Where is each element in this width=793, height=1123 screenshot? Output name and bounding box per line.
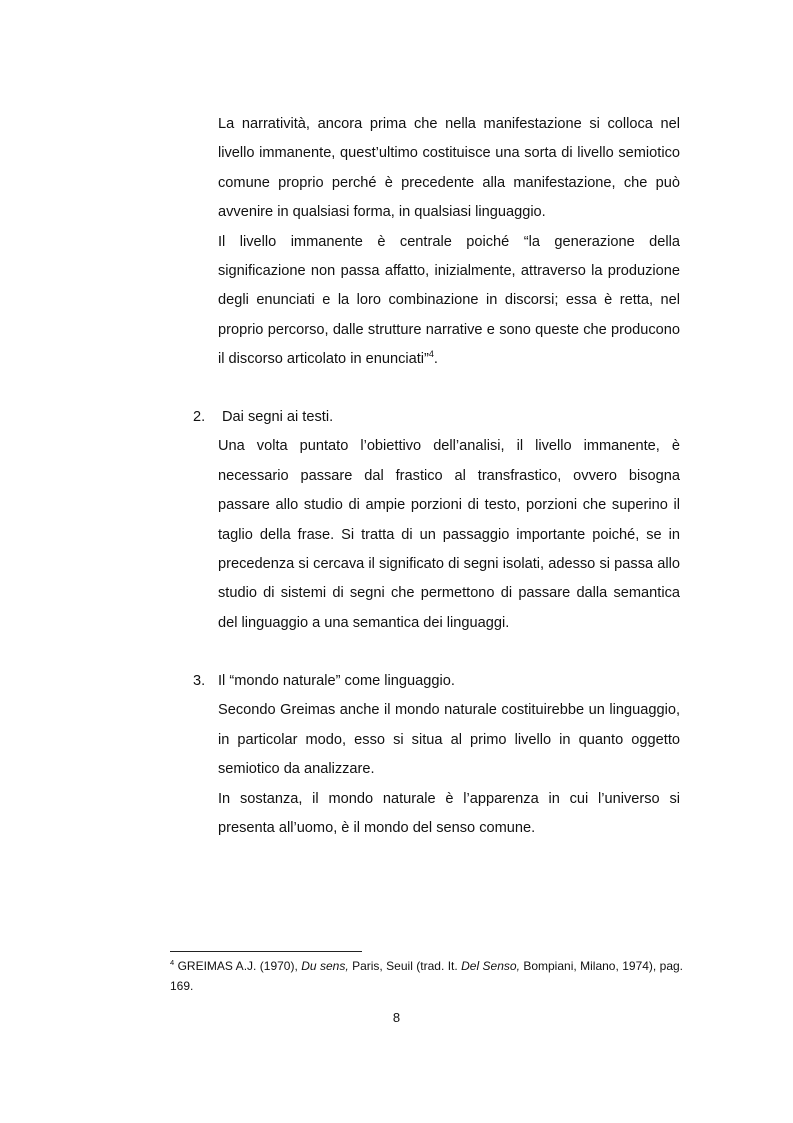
section-3-body (218, 696, 680, 843)
section-2-body: Una volta puntato l’obiettivo dell’analisi, il livello immanente, è necessario passare dal frastico al transfrastico, ovvero bisogna passare allo studio di ampie porzioni di testo, porzioni che superino il taglio della frase. Si tratta di un passaggio importante poiché, se in precedenza si cercava il significato di segni isolati, adesso si passa allo studio di sistemi di segni che permettono di passare dalla semantica del linguaggio a una semantica dei linguaggi. (218, 438, 680, 631)
section-3-paragraph-2: In sostanza, il mondo naturale è l’apparenza in cui l’universo si presenta all’uomo, è il mondo del senso comune. (218, 790, 680, 837)
intro-paragraph-2 (218, 228, 680, 375)
page-number: 8 (392, 1010, 401, 1025)
intro-paragraph-2-end: . (433, 351, 438, 368)
footnote-end: Bompiani, Milano, 1974), pag. 169. (170, 959, 684, 993)
footnote-mid: Paris, Seuil (trad. It. (348, 959, 462, 973)
intro-paragraph-1: La narratività, ancora prima che nella manifestazione si colloca nel livello immanente, quest’ultimo costituisce una sorta di livello semiotico comune proprio perché è precedente alla manifestazione, che può avvenire in qualsiasi forma, in qualsiasi linguaggio. (218, 116, 680, 221)
footnote-reference: 4 (428, 349, 434, 360)
footnote-author: GREIMAS A.J. (1970), (174, 959, 302, 973)
footnote-number: 4 (170, 958, 175, 967)
intro-section (218, 110, 680, 375)
footnote-separator (170, 951, 362, 952)
footnote-title-2: Del Senso, (461, 959, 520, 973)
list-number-2: 2. (193, 409, 206, 425)
section-3-heading: Il “mondo naturale” come linguaggio. (218, 673, 455, 689)
list-number-3: 3. (193, 673, 206, 689)
section-3-paragraph-1: Secondo Greimas anche il mondo naturale costituirebbe un linguaggio, in particolar modo, esso si situa al primo livello in quanto oggetto semiotico da analizzare. (218, 702, 680, 778)
footnote-title-1: Du sens, (301, 959, 349, 973)
intro-paragraph-2-text: Il livello immanente è centrale poiché “la generazione della significazione non passa affatto, inizialmente, attraverso la produzione degli enunciati e la loro combinazione in discorsi; essa è retta, nel proprio percorso, dalle strutture narrative e sono queste che producono il discorso articolato in enunciati” (218, 233, 680, 368)
section-2-heading: Dai segni ai testi. (222, 409, 334, 425)
footnote (170, 957, 683, 996)
